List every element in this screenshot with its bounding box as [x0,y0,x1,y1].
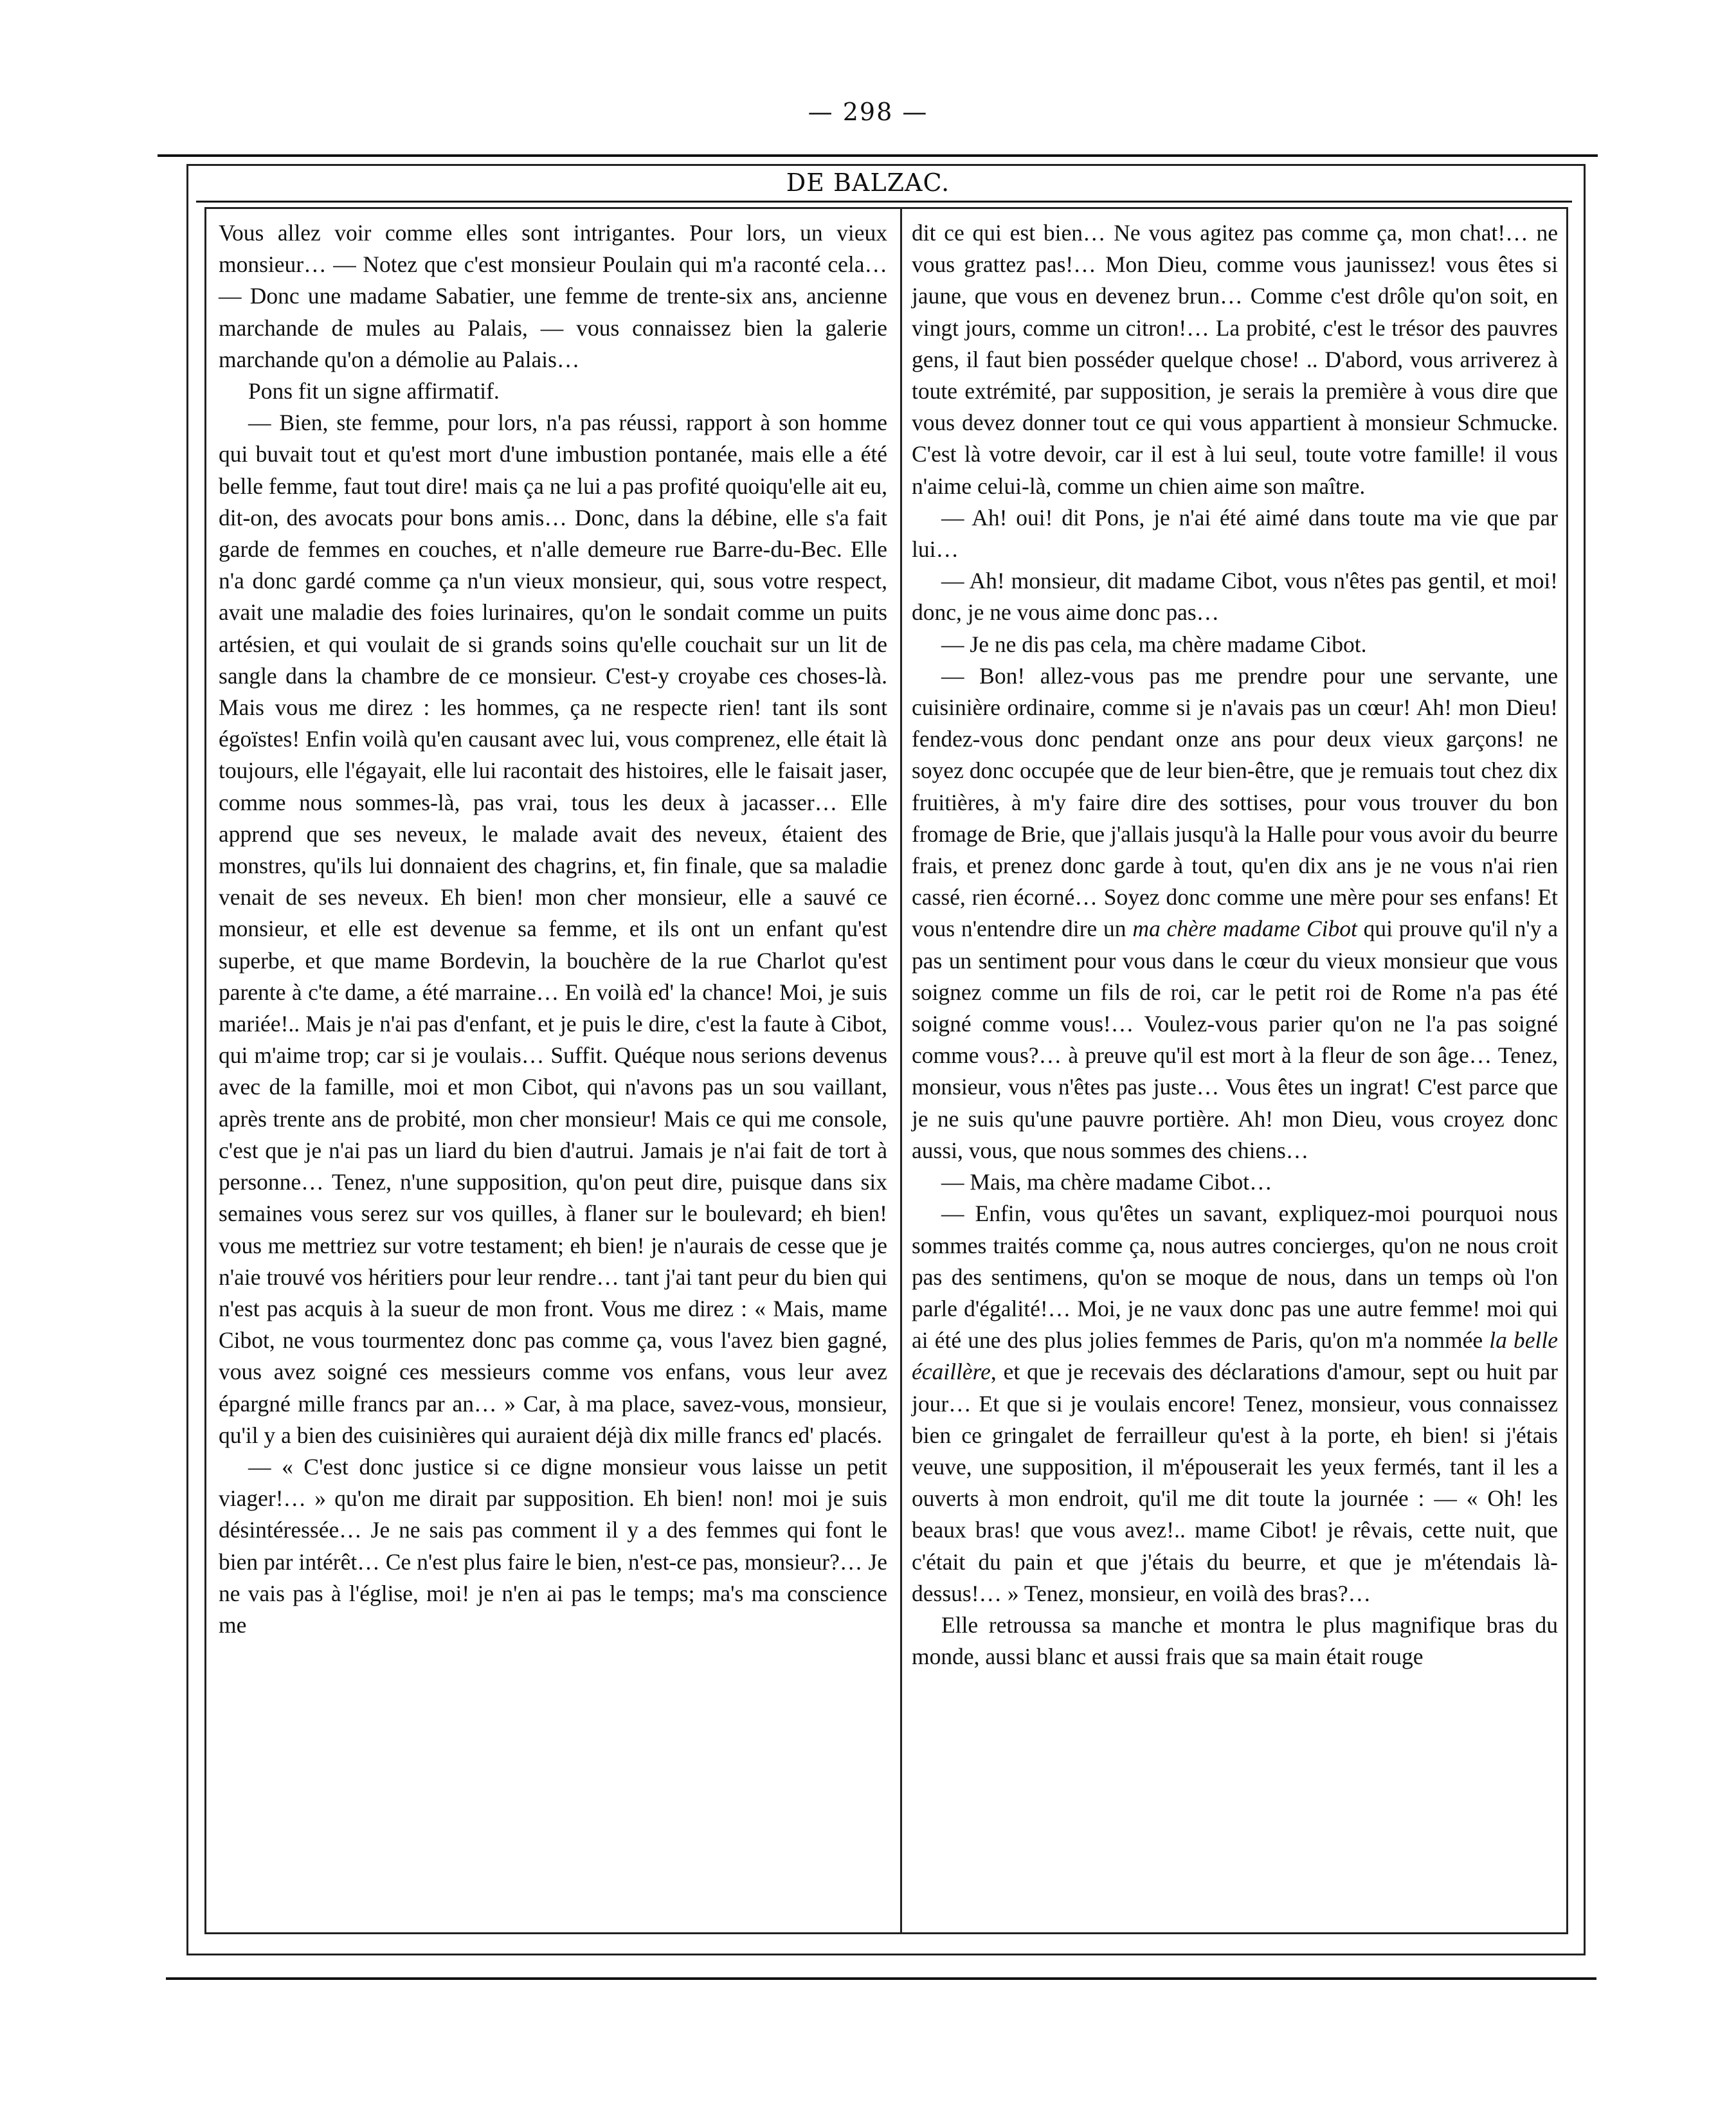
right-paragraph-5-text-b: qui prouve qu'il n'y a pas un sentiment pour vous dans le cœur du vieux monsieur que vous soignez comme un fils de roi, car le petit roi de Rome n'a pas été soigné comme vous!… Voulez-vous parier qu'on ne l'a pas soigné comme vous?… à preuve qu'il est mort à la fleur de son âge… Tenez, monsieur, vous n'êtes pas juste… Vous êtes un ingrat! C'est parce que je ne suis qu'une pauvre portière. Ah! mon Dieu, vous croyez donc aussi, vous, que nous sommes des chiens… [912,916,1559,1163]
left-paragraph-4: — « C'est donc justice si ce digne monsieur vous laisse un petit viager!… » qu'on me dirait par supposition. Eh bien! non! moi je suis désintéressée… Je ne sais pas comment il y a des femmes qui font le bien par intérêt… Ce n'est plus faire le bien, n'est-ce pas, monsieur?… Je ne vais pas à l'église, moi! je n'en ai pas le temps; ma's ma conscience me [219,1453,887,1638]
right-paragraph-7 [912,1198,1558,1610]
top-rule [158,154,1598,157]
right-paragraph-7-text-a: — Enfin, vous qu'êtes un savant, expliquez-moi pourquoi nous sommes traités comme ça, nous autres concierges, qu'on ne nous croit pas des sentimens, qu'on se moque de nous, dans un temps où l'on parle d'égalité!… Moi, je ne vaux donc pas une autre femme! moi qui ai été une des plus jolies femmes de Paris, qu'on m'a nommée [912,1201,1558,1354]
right-paragraph-1: dit ce qui est bien… Ne vous agitez pas comme ça, mon chat!… ne vous grattez pas!… Mon Dieu, comme vous jaunissez! vous êtes si jaune, que vous en devenez brun… Comme c'est drôle qu'on soit, en vingt jours, comme un citron!… La probité, c'est le trésor des pauvres gens, il faut bien posséder quelque chose! .. D'abord, vous arriverez à toute extrémité, par supposition, je serais la première à vous dire que vous devez donner tout ce qui vous appartient à monsieur Schmucke. C'est là votre devoir, car il est à lui seul, toute votre famille! il vous n'aime celui-là, comme un chien aime son maître. [912,220,1558,499]
header-rule [196,201,1572,203]
left-paragraph-1: Vous allez voir comme elles sont intrigantes. Pour lors, un vieux monsieur… — Notez que c'est monsieur Poulain qui m'a raconté cela… — Donc une madame Sabatier, une femme de trente-six ans, ancienne marchande de mules au Palais, — vous connaissez bien la galerie marchande qu'on a démolie au Palais… [219,220,887,372]
left-column [219,217,887,1641]
left-paragraph-3: — Bien, ste femme, pour lors, n'a pas réussi, rapport à son homme qui buvait tout et qu'est mort d'une imbustion pontanée, mais elle a été belle femme, faut tout dire! mais ça ne lui a pas profité quoiqu'elle ait eu, dit-on, des avocats pour bons amis… Donc, dans la débine, elle s'a fait garde de femmes en couches, et n'alle demeure rue Barre-du-Bec. Elle n'a donc gardé comme ça n'un vieux monsieur, qui, sous votre respect, avait une maladie des foies lurinaires, qu'on le sondait comme un puits artésien, et qui voulait de si grands soins qu'elle couchait sur un lit de sangle dans la chambre de ce monsieur. C'est-y croyabe ces choses-là. Mais vous me direz : les hommes, ça ne respecte rien! tant ils sont égoïstes! Enfin voilà qu'en causant avec lui, vous comprenez, elle était là toujours, elle l'égayait, elle lui racontait des histoires, elle le faisait jaser, comme nous sommes-là, pas vrai, tous les deux à jacasser… Elle apprend que ses neveux, le malade avait des neveux, étaient des monstres, qu'ils lui donnaient des chagrins, et, fin finale, que sa maladie venait de ses neveux. Eh bien! mon cher monsieur, elle a sauvé ce monsieur, et elle est devenue sa femme, et ils ont un enfant qu'est superbe, et que mame Bordevin, la bouchère de la rue Charlot qu'est parente à c'te dame, a été marraine… En voilà ed' la chance! Moi, je suis mariée!.. Mais je n'ai pas d'enfant, et je puis le dire, c'est la faute à Cibot, qui m'aime trop; car si je voulais… Suffit. Quéque nous serions devenus avec de la famille, moi et mon Cibot, qui n'avons pas un sou vaillant, après trente ans de probité, mon cher monsieur! Mais ce qui me console, c'est que je n'ai pas un liard du bien d'autrui. Jamais je n'ai fait de tort à personne… Tenez, n'une supposition, qu'on peut dire, puisque dans six semaines vous serez sur vos quilles, à flaner sur le boulevard; eh bien! vous me mettriez sur votre testament; eh bien! je n'aurais de cesse que je n'aie trouvé vos héritiers pour leur rendre… tant j'ai tant peur du bien qui n'est pas acquis à la sueur de mon front. Vous me direz : « Mais, mame Cibot, ne vous tourmentez donc pas comme ça, vous l'avez bien gagné, vous avez soigné ces messieurs comme vos enfans, vous leur avez épargné mille francs par an… » Car, à ma place, savez-vous, monsieur, qu'il y a bien des cuisinières qui auraient déjà dix mille francs ed' placés. [219,410,887,1448]
right-paragraph-5-text-a: — Bon! allez-vous pas me prendre pour une servante, une cuisinière ordinaire, comme si je n'avais pas un cœur! Ah! mon Dieu! fendez-vous donc pendant onze ans pour deux vieux garçons! ne soyez donc occupée que de leur bien-être, que je remuais tout chez dix fruitières, à m'y faire dire des sottises, pour vous trouver du bon fromage de Brie, que j'allais jusqu'à la Halle pour vous avoir du beurre frais, et prenez donc garde à tout, qu'en dix ans je ne vous n'ai rien cassé, rien écorné… Soyez donc comme une mère pour ses enfans! Et vous n'entendre dire un [912,662,1558,942]
bottom-rule [166,1977,1596,1980]
page-number: — 298 — [808,98,928,126]
right-paragraph-6: — Mais, ma chère madame Cibot… [941,1169,1272,1195]
right-paragraph-4: — Je ne dis pas cela, ma chère madame Cibot. [941,631,1367,657]
right-paragraph-7-text-b: , et que je recevais des déclarations d'amour, sept ou huit par jour… Et que si je voulais encore! Tenez, monsieur, vous connaissez bien ce gringalet de ferrailleur qu'est à la porte, eh bien! si j'étais veuve, une supposition, il m'épouserait les yeux fermés, tant il les a ouverts à mon endroit, qu'il me dit toute la journée : — « Oh! les beaux bras! que vous avez!.. mame Cibot! je rêvais, cette nuit, que c'était du pain et que j'étais du beurre, et que je m'étendais là-dessus!… » Tenez, monsieur, en voilà des bras?… [912,1359,1558,1606]
right-paragraph-2: — Ah! oui! dit Pons, je n'ai été aimé dans toute ma vie que par lui… [912,504,1558,563]
italic-la-belle-ecaillere: la belle écaillère [912,1327,1559,1385]
column-divider [900,207,902,1934]
right-paragraph-8: Elle retroussa sa manche et montra le plus magnifique bras du monde, aussi blanc et aussi frais que sa main était rouge [912,1611,1558,1670]
right-paragraph-5 [912,660,1558,1166]
right-column [912,217,1558,1673]
right-paragraph-3: — Ah! monsieur, dit madame Cibot, vous n'êtes pas gentil, et moi! donc, je ne vous aime donc pas… [912,568,1558,626]
running-title: DE BALZAC. [786,168,950,197]
italic-ma-chere-madame-cibot: ma chère madame Cibot [1132,916,1357,942]
left-paragraph-2: Pons fit un signe affirmatif. [248,378,500,404]
